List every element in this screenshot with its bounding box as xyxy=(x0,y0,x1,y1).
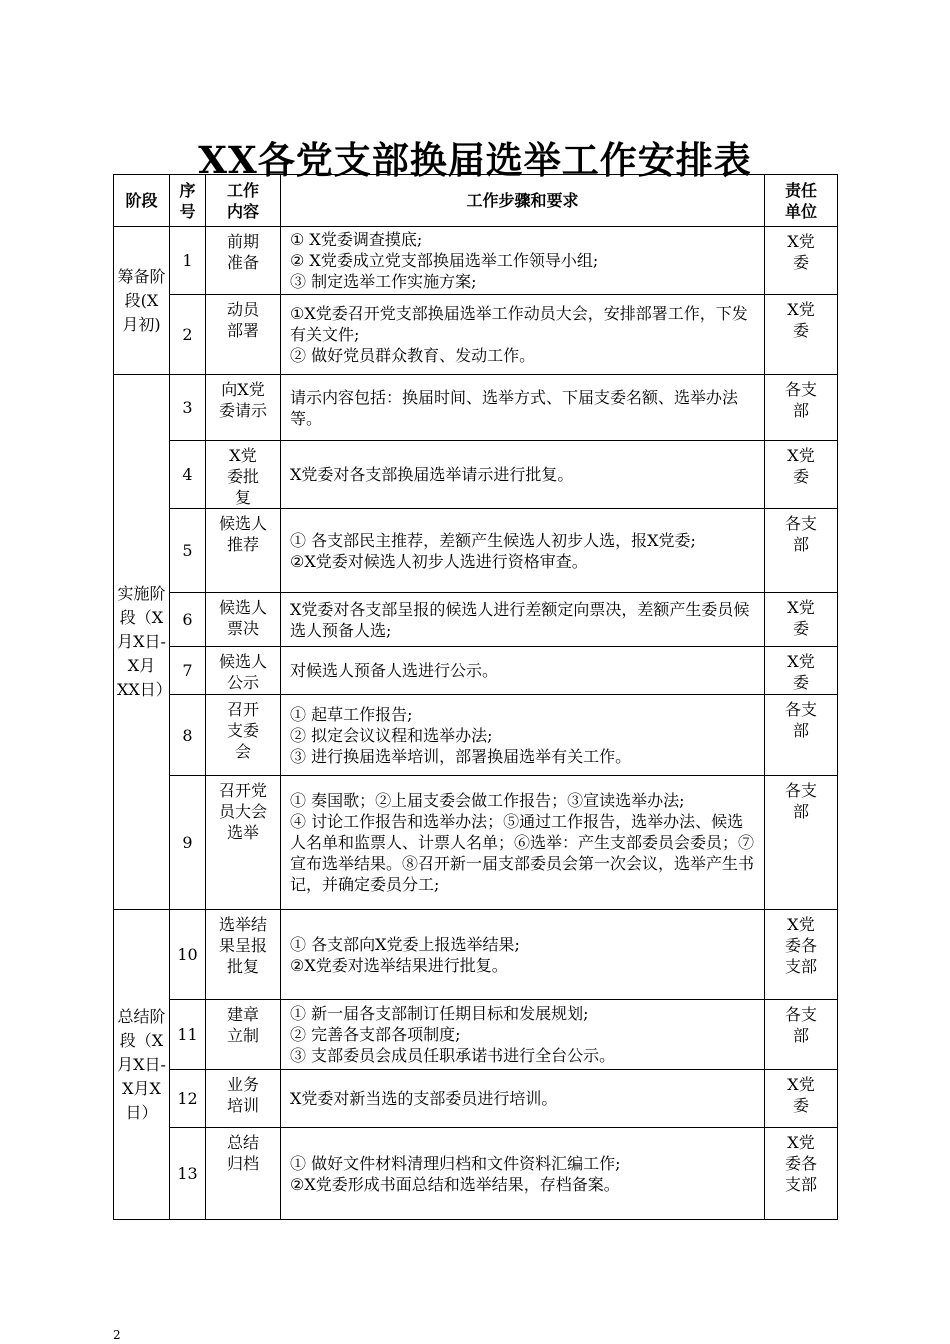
table-row xyxy=(114,227,838,295)
responsible-unit-cell: 各支部 xyxy=(765,1000,838,1070)
step-item: ② 完善各支部各项制度; xyxy=(290,1025,461,1044)
table-row xyxy=(114,910,838,1000)
stage-cell: 总结阶段（X月X日-X月X日） xyxy=(114,910,170,1220)
seq-cell: 3 xyxy=(170,375,206,441)
responsible-unit-cell: X党委 xyxy=(765,647,838,695)
responsible-unit-cell: X党委 xyxy=(765,227,838,295)
step-item: X党委对各支部呈报的候选人进行差额定向票决，差额产生委员候选人预备人选; xyxy=(290,599,750,640)
table-row xyxy=(114,295,838,375)
seq-cell: 11 xyxy=(170,1000,206,1070)
work-content-cell: 建章立制 xyxy=(206,1000,281,1070)
table-row xyxy=(114,1000,838,1070)
table-row xyxy=(114,593,838,647)
steps-cell xyxy=(281,509,765,593)
steps-cell xyxy=(281,695,765,776)
table-row xyxy=(114,375,838,441)
work-content-cell: 业务培训 xyxy=(206,1070,281,1128)
step-item: ① 各支部民主推荐，差额产生候选人初步人选，报X党委; xyxy=(290,530,696,550)
stage-cell: 筹备阶段(X月初) xyxy=(114,227,170,375)
table-row xyxy=(114,1070,838,1128)
responsible-unit-cell: X党委 xyxy=(765,1070,838,1128)
step-item: ② 做好党员群众教育、发动工作。 xyxy=(290,346,536,365)
step-item: ② X党委成立党支部换届选举工作领导小组; xyxy=(290,251,599,270)
table-row xyxy=(114,647,838,695)
step-item: ③ 制定选举工作实施方案; xyxy=(290,272,477,291)
header-content: 工作内容 xyxy=(206,175,281,227)
step-item: ① 各支部向X党委上报选举结果; xyxy=(290,934,520,954)
table-row xyxy=(114,509,838,593)
stage-cell: 实施阶段（X月X日-X月XX日） xyxy=(114,375,170,910)
step-item: ①X党委召开党支部换届选举工作动员大会，安排部署工作，下发有关文件; xyxy=(290,304,748,344)
steps-cell xyxy=(281,776,765,910)
seq-cell: 8 xyxy=(170,695,206,776)
work-content-cell: 候选人推荐 xyxy=(206,509,281,593)
work-content-cell: 前期准备 xyxy=(206,227,281,295)
responsible-unit-cell: 各支部 xyxy=(765,776,838,910)
steps-cell xyxy=(281,1000,765,1070)
step-item: ②X党委形成书面总结和选举结果，存档备案。 xyxy=(290,1174,620,1194)
steps-cell xyxy=(281,647,765,695)
step-item: ① 奏国歌；②上届支委会做工作报告；③宣读选举办法; xyxy=(290,791,685,810)
steps-cell xyxy=(281,375,765,441)
page-number: 2 xyxy=(113,1328,121,1342)
step-item: X党委对新当选的支部委员进行培训。 xyxy=(290,1089,558,1108)
step-item: ②X党委对候选人初步人选进行资格审查。 xyxy=(290,551,588,571)
seq-cell: 13 xyxy=(170,1128,206,1220)
seq-cell: 6 xyxy=(170,593,206,647)
steps-cell xyxy=(281,910,765,1000)
responsible-unit-cell: X党委 xyxy=(765,295,838,375)
steps-cell xyxy=(281,1128,765,1220)
steps-cell xyxy=(281,441,765,509)
steps-cell xyxy=(281,1070,765,1128)
work-content-cell: 向X党委请示 xyxy=(206,375,281,441)
step-item: ① X党委调查摸底; xyxy=(290,230,423,249)
step-item: ③ 支部委员会成员任职承诺书进行全台公示。 xyxy=(290,1046,616,1065)
responsible-unit-cell: 各支部 xyxy=(765,695,838,776)
responsible-unit-cell: X党委各支部 xyxy=(765,1128,838,1220)
table-body xyxy=(114,227,838,1220)
responsible-unit-cell: X党委各支部 xyxy=(765,910,838,1000)
work-content-cell: 候选人公示 xyxy=(206,647,281,695)
header-row xyxy=(114,175,838,227)
step-item: ③ 进行换届选举培训，部署换届选举有关工作。 xyxy=(290,746,632,766)
step-item: ① 做好文件材料清理归档和文件资料汇编工作; xyxy=(290,1153,621,1173)
seq-cell: 4 xyxy=(170,441,206,509)
work-content-cell: 选举结果呈报批复 xyxy=(206,910,281,1000)
step-item: ② 拟定会议议程和选举办法; xyxy=(290,725,493,745)
header-steps: 工作步骤和要求 xyxy=(281,175,765,227)
table-row xyxy=(114,441,838,509)
step-item: ②X党委对选举结果进行批复。 xyxy=(290,955,508,975)
step-item: 请示内容包括：换届时间、选举方式、下届支委名额、选举办法等。 xyxy=(290,387,739,428)
seq-cell: 5 xyxy=(170,509,206,593)
table-row xyxy=(114,1128,838,1220)
responsible-unit-cell: 各支部 xyxy=(765,375,838,441)
header-unit: 责任单位 xyxy=(765,175,838,227)
work-content-cell: X党委批复 xyxy=(206,441,281,509)
step-item: ① 新一届各支部制订任期目标和发展规划; xyxy=(290,1004,589,1023)
responsible-unit-cell: X党委 xyxy=(765,441,838,509)
work-content-cell: 召开党员大会选举 xyxy=(206,776,281,910)
schedule-table xyxy=(113,174,838,1220)
responsible-unit-cell: 各支部 xyxy=(765,509,838,593)
step-item: ④ 讨论工作报告和选举办法；⑤通过工作报告，选举办法、候选人名单和监票人、计票人名单；⑥选举：产生支部委员会委员；⑦宣布选举结果。⑧召开新一届支部委员会第一次会议，选举产生书记，并确定委员分工; xyxy=(290,812,755,894)
document-title: XX各党支部换届选举工作安排表 xyxy=(198,138,752,182)
header-seq: 序号 xyxy=(170,175,206,227)
work-content-cell: 候选人票决 xyxy=(206,593,281,647)
responsible-unit-cell: X党委 xyxy=(765,593,838,647)
seq-cell: 2 xyxy=(170,295,206,375)
steps-cell xyxy=(281,593,765,647)
steps-cell xyxy=(281,227,765,295)
work-content-cell: 动员部署 xyxy=(206,295,281,375)
seq-cell: 7 xyxy=(170,647,206,695)
header-stage: 阶段 xyxy=(114,175,170,227)
step-item: 对候选人预备人选进行公示。 xyxy=(290,661,499,680)
work-content-cell: 总结归档 xyxy=(206,1128,281,1220)
step-item: ① 起草工作报告; xyxy=(290,704,413,724)
seq-cell: 10 xyxy=(170,910,206,1000)
table-row xyxy=(114,695,838,776)
seq-cell: 1 xyxy=(170,227,206,295)
steps-cell xyxy=(281,295,765,375)
work-content-cell: 召开支委会 xyxy=(206,695,281,776)
seq-cell: 12 xyxy=(170,1070,206,1128)
seq-cell: 9 xyxy=(170,776,206,910)
step-item: X党委对各支部换届选举请示进行批复。 xyxy=(290,465,574,484)
table-row xyxy=(114,776,838,910)
